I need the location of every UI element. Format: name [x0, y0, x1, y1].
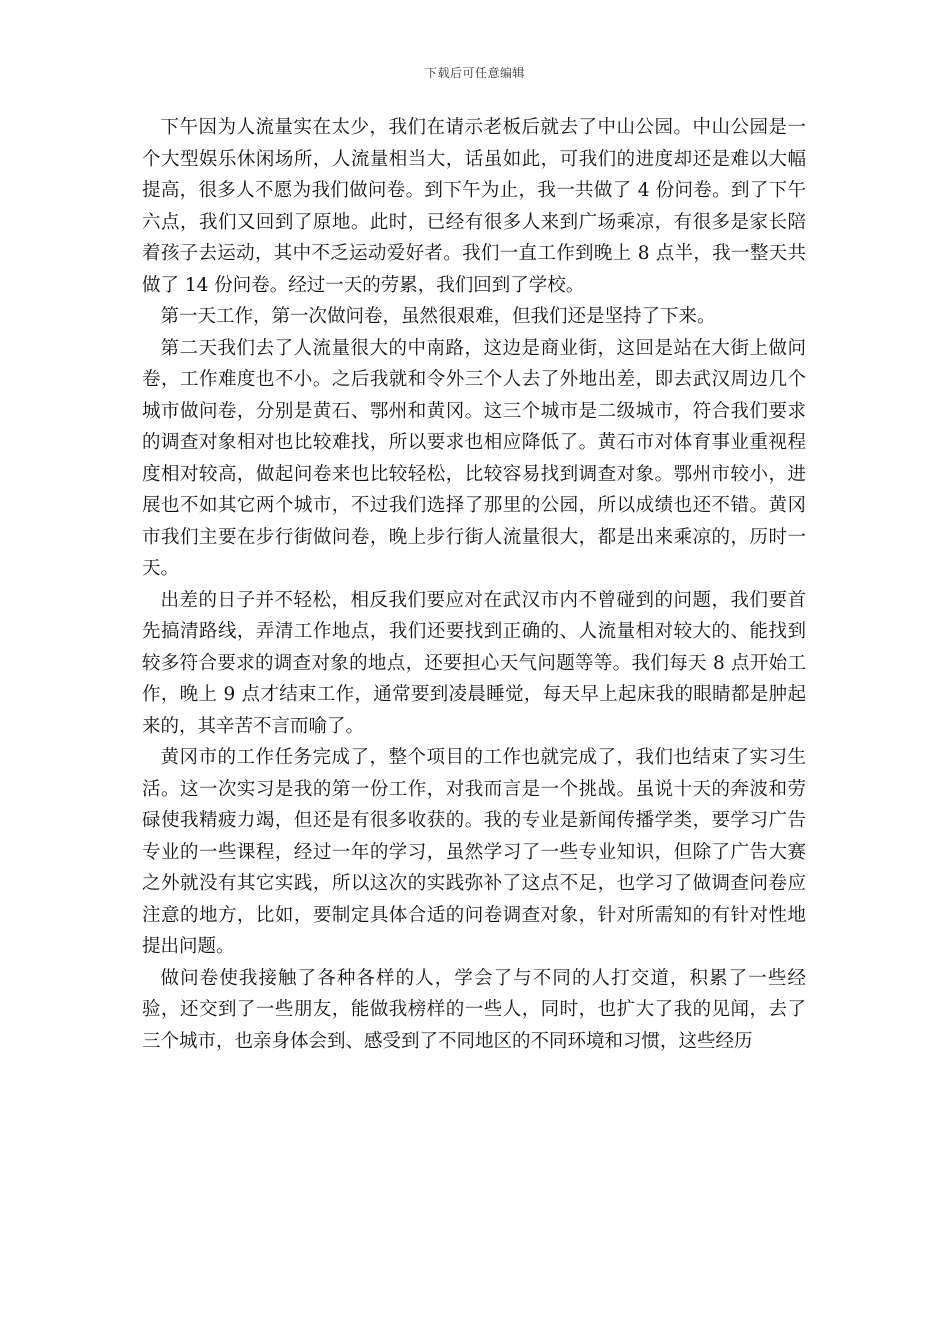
paragraph: 下午因为人流量实在太少，我们在请示老板后就去了中山公园。中山公园是一个大型娱乐休闲场所，人流量相当大，话虽如此，可我们的进度却还是难以大幅提高，很多人不愿为我们做问卷。到下午为止，我一共做了 4 份问卷。到了下午六点，我们又回到了原地。此时，已经有很多人来到广场乘凉，有很多是家长陪着孩子去运动，其中不乏运动爱好者。我们一直工作到晚上 8 点半，我一整天共做了 14 份问卷。经过一天的劳累，我们回到了学校。 — [142, 117, 806, 296]
paragraph: 做问卷使我接触了各种各样的人，学会了与不同的人打交道，积累了一些经验，还交到了一些朋友，能做我榜样的一些人，同时，也扩大了我的见闻，去了三个城市，也亲身体会到、感受到了不同地区的不同环境和习惯，这些经历 — [142, 967, 806, 1052]
paragraph: 第二天我们去了人流量很大的中南路，这边是商业街，这回是站在大街上做问卷，工作难度也不小。之后我就和令外三个人去了外地出差，即去武汉周边几个城市做问卷，分别是黄石、鄂州和黄冈。这三个城市是二级城市，符合我们要求的调查对象相对也比较难找，所以要求也相应降低了。黄石市对体育事业重视程度相对较高，做起问卷来也比较轻松，比较容易找到调查对象。鄂州市较小，进展也不如其它两个城市，不过我们选择了那里的公园，所以成绩也还不错。黄冈市我们主要在步行街做问卷，晚上步行街人流量很大，都是出来乘凉的，历时一天。 — [142, 337, 806, 579]
paragraph: 出差的日子并不轻松，相反我们要应对在武汉市内不曾碰到的问题，我们要首先搞清路线，弄清工作地点，我们还要找到正确的、人流量相对较大的、能找到较多符合要求的调查对象的地点，还要担心天气问题等等。我们每天 8 点开始工作，晚上 9 点才结束工作，通常要到凌晨睡觉，每天早上起床我的眼睛都是肿起来的，其辛苦不言而喻了。 — [142, 589, 806, 737]
paragraph: 第一天工作，第一次做问卷，虽然很艰难，但我们还是坚持了下来。 — [160, 306, 716, 327]
document-body — [142, 112, 806, 1057]
paragraph: 黄冈市的工作任务完成了，整个项目的工作也就完成了，我们也结束了实习生活。这一次实习是我的第一份工作，对我而言是一个挑战。虽说十天的奔波和劳碌使我精疲力竭，但还是有很多收获的。我的专业是新闻传播学类，要学习广告专业的一些课程，经过一年的学习，虽然学习了一些专业知识，但除了广告大赛之外就没有其它实践，所以这次的实践弥补了这点不足，也学习了做调查问卷应注意的地方，比如，要制定具体合适的问卷调查对象，针对所需知的有针对性地提出问题。 — [142, 747, 806, 957]
page-header: 下载后可任意编辑 — [424, 66, 525, 80]
